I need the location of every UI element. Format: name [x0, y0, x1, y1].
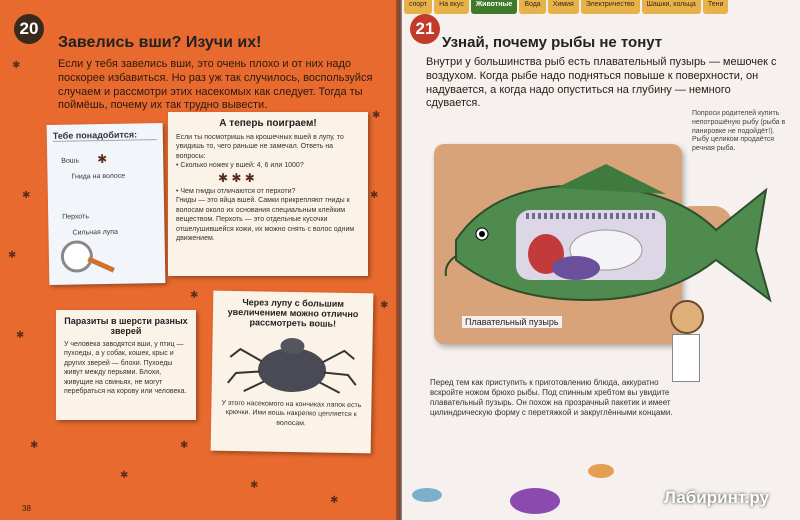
bladder-label: Плавательный пузырь: [462, 316, 562, 328]
section-tabs: [404, 0, 728, 14]
tab-electricity: Электричество: [581, 0, 640, 14]
game-text: Если ты посмотришь на крошечных вшей в лупу, то увидишь то, чего раньше не замечал. Ответь на вопросы:: [176, 134, 344, 160]
needs-card: [47, 123, 166, 285]
fish-decoration: [588, 464, 614, 478]
page-title: Завелись вши? Изучи их!: [58, 34, 262, 51]
needs-item: Сильная лупа: [72, 228, 119, 237]
fish-decoration: [510, 488, 560, 514]
page-title: Узнай, почему рыбы не тонут: [442, 34, 663, 51]
game-heading: А теперь поиграем!: [219, 118, 317, 129]
magnify-caption: У этого насекомого на кончиках лапок есть крючки. Ими вошь накрепко цепляется к волосам.: [221, 399, 362, 428]
right-page: [402, 0, 800, 520]
intro-text: Внутри у большинства рыб есть плавательный пузырь — мешочек с воздухом. Когда рыбе надо подняться повыше к поверхности, он надувается, а когда надо опуститься на глубину — немного сдувается.: [426, 56, 777, 110]
needs-item: Перхоть: [62, 213, 90, 221]
tab-animals: Животные: [471, 0, 517, 14]
task-number-badge: 20: [14, 14, 44, 44]
page-number: 38: [22, 504, 31, 513]
game-card: А теперь поиграем! Если ты посмотришь на крошечных вшей в лупу, то увидишь то, чего раньше не замечал. Ответь на вопросы: • Сколько ножек у вшей: 4, 6 или 1000? ✱ ✱ ✱ • Чем гниды отличаются от перхоти? Гниды — это яйца вшей. Самки прикрепляют гниды к волосам около их основания специальным клейким веществом. Перхоть — это отдельные кусочки отшелушившейся кожи, их можно снять с волос одним движением.: [168, 112, 368, 276]
needs-item: Гнида на волосе: [71, 172, 126, 181]
game-answer: Гниды — это яйца вшей. Самки прикрепляют гниды к волосам около их основания специальным клейким веществом. Перхоть — это отдельные кусочки отшелушившейся кожи, их можно снять с волос одним движением.: [176, 197, 355, 242]
parasites-card: [56, 310, 196, 420]
parasites-text: У человека заводятся вши, у птиц — пухоеды, а у собак, кошек, крыс и других зверей — блохи. Пухоеды живут между перьями. Блохи, живущие на свиньях, не могут перебраться на корову или человека.: [64, 341, 187, 396]
cartoon-cook-apron: [672, 334, 700, 382]
fish-decoration: [412, 488, 442, 502]
parasites-heading: Паразиты в шерсти разных зверей: [64, 316, 188, 336]
tab-taste: На вкус: [434, 0, 469, 14]
fish-illustration: [436, 150, 776, 320]
side-note: Попроси родителей купить непотрошёную рыбу (рыба в панировке не подойдёт!). Рыбу целиком продаётся речная рыба.: [692, 110, 786, 152]
cartoon-cook: [670, 300, 704, 334]
watermark-logo: Лабиринт.ру: [664, 488, 770, 507]
game-question-nits: • Чем гниды отличаются от перхоти?: [176, 187, 296, 195]
magnify-heading: Через лупу с большим увеличением можно отлично рассмотреть вошь!: [227, 297, 359, 329]
tab-shadows: Тени: [703, 0, 729, 14]
task-number-badge: 21: [410, 14, 440, 44]
needs-item: Вошь: [61, 157, 80, 165]
louse-illustration: [222, 329, 363, 401]
tab-chemistry: Химия: [548, 0, 579, 14]
game-question-legs: • Сколько ножек у вшей: 4, 6 или 1000?: [176, 162, 304, 170]
tab-rings: Шашки, кольца: [642, 0, 701, 14]
tab-water: Вода: [519, 0, 545, 14]
left-page: ✱ ✱ ✱ ✱ ✱ ✱ ✱ ✱ ✱ ✱ ✱ ✱ ✱ 20 Завелись вши? Изучи их! Если у тебя завелись вши, это очень плохо и от них надо поскорее избавиться. Но раз уж так случилось, воспользуйся случаем и рассмотри этих насекомых как следует. Тогда ты поймёшь, почему их так трудно вывести. Тебе понадобится: Вошь Гнида на волосе Перхоть Сильная лупа ✱ А теперь поиграем! Если ты посмотришь на крошечных вшей в лупу, то увидишь то, чего раньше не замечал. Ответь на вопросы: • Сколько ножек у вшей: 4, 6 или 1000? ✱ ✱ ✱ • Чем гниды отличаются от перхоти? Гниды — это яйца вшей. Самки прикрепляют гниды к волосам около их основания специальным клейким веществом. Перхоть — это отдельные кусочки отшелушившейся кожи, их можно снять с волос одним движением. Паразиты в шерсти разных зверей У человека заводятся вши, у птиц — пухоеды, а у собак, кошек, крыс и других зверей — блохи. Пухоеды живут между перьями. Блохи, живущие на свиньях, не могут перебраться на корову или человека. Через лупу с большим увеличением можно отлично рассмотреть вошь! У этого насекомого на кончиках лапок есть крючки. Ими вошь накрепко цепляется к волосам. 38: [0, 0, 398, 520]
tab-sport: спорт: [404, 0, 432, 14]
needs-heading: Тебе понадобится:: [53, 129, 157, 142]
magnifier-handle: [87, 257, 115, 273]
louse-icon: ✱: [97, 151, 108, 167]
intro-text: Если у тебя завелись вши, это очень плохо и от них надо поскорее избавиться. Но раз уж так случилось, воспользуйся случаем и рассмотри этих насекомых как следует. Тогда ты поймёшь, почему их так трудно вывести.: [58, 58, 373, 112]
magnify-card: [211, 291, 374, 454]
body-text: Перед тем как приступить к приготовлению блюда, аккуратно вскройте ножом брюхо рыбы. Под спинным хребтом вы увидите плавательный пузырь. Он похож на прозрачный пакетик и имеет цилиндрическую форму с перетяжкой и закруглёнными концами.: [430, 378, 673, 417]
